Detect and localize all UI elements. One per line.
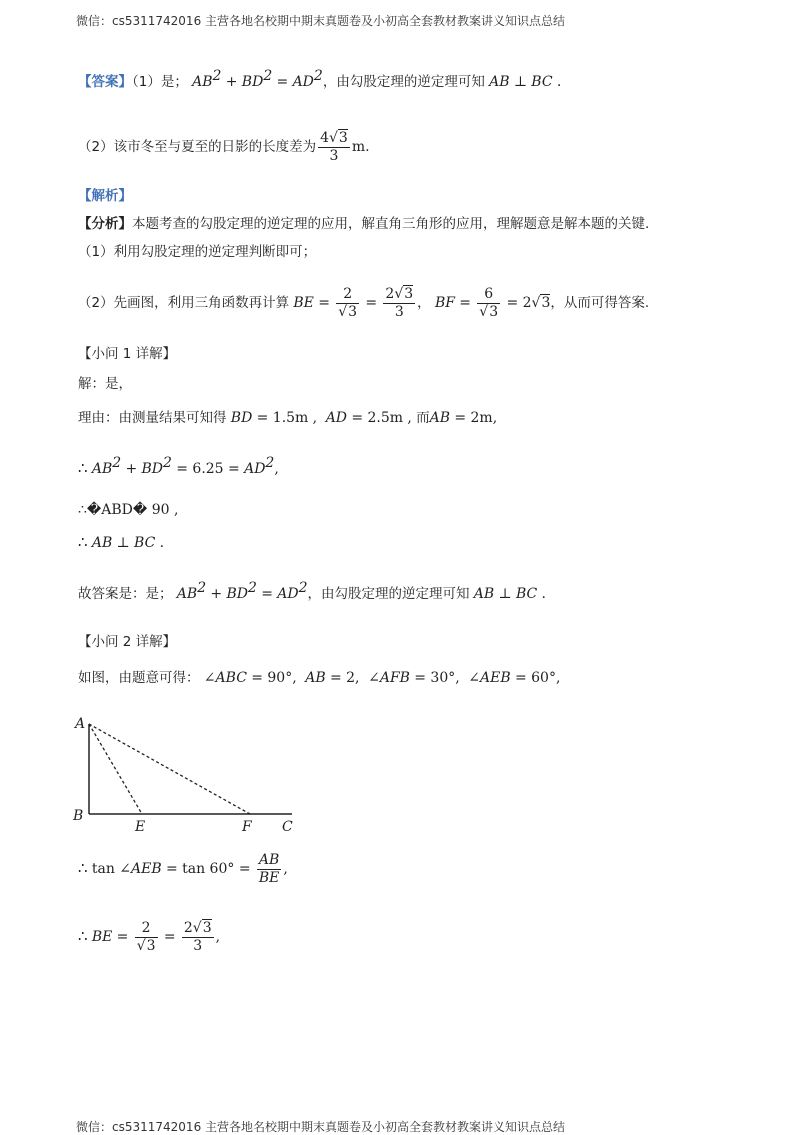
analysis-line: 【分析】本题考查的勾股定理的逆定理的应用，解直角三角形的应用，理解题意是解本题的关键. <box>78 216 650 232</box>
label-b: B <box>73 808 84 824</box>
analysis-step1: （1）利用勾股定理的逆定理判断即可； <box>78 244 317 260</box>
q1-reason: 理由：由测量结果可知得 BD = 1.5m , AD = 2.5m , 而AB = 2m, <box>78 410 498 426</box>
q2-title: 【小问 2 详解】 <box>78 634 177 650</box>
answer-unit: m <box>351 139 366 155</box>
page-header: 微信：cs5311742016 主营各地名校期中期末真题卷及小初高全套教材教案讲义知识点总结 <box>76 14 566 28</box>
answer-fraction: $\frac{4√3}{3}$ <box>320 130 348 164</box>
answer-part1-prefix: （1）是； <box>132 74 188 90</box>
q1-final: 故答案是：是； $AB^2 + BD^2 = AD^2$，由勾股定理的逆定理可知 AB ⊥ BC . <box>78 580 546 602</box>
q1-step2: ∴�ABD� 90 , <box>78 502 179 518</box>
label-f: F <box>242 819 252 835</box>
answer-part2-prefix: （2）该市冬至与夏至的日影的长度差为 <box>78 139 317 155</box>
answer-part1: 【答案】（1）是； $AB^2 + BD^2 = AD^2$，由勾股定理的逆定理可知 AB ⊥ BC . <box>78 68 562 90</box>
label-a: A <box>75 716 86 732</box>
jiexi-heading: 【解析】 <box>78 188 132 204</box>
q2-step2: ∴ BE = $\frac{2}{√3}$ = $\frac{2√3}{3}$ , <box>78 920 221 954</box>
q1-step1: ∴ $AB^2 + BD^2 = 6.25 = AD^2$, <box>78 455 279 477</box>
answer-part1-mid: ，由勾股定理的逆定理可知 <box>322 74 485 90</box>
q2-step1: ∴ tan ∠AEB = tan 60° = $\frac{AB}{BE}$ , <box>78 852 288 886</box>
q1-step3: ∴ AB ⊥ BC . <box>78 533 165 551</box>
answer-tag: 【答案】 <box>78 74 132 90</box>
triangle-figure <box>70 712 310 842</box>
label-c: C <box>282 819 293 835</box>
page-footer: 微信：cs5311742016 主营各地名校期中期末真题卷及小初高全套教材教案讲义知识点总结 <box>76 1120 566 1134</box>
answer-part2: （2）该市冬至与夏至的日影的长度差为 $\frac{4√3}{3}$ m. <box>78 130 370 164</box>
q1-title: 【小问 1 详解】 <box>78 346 177 362</box>
analysis-step2: （2）先画图，利用三角函数再计算 BE = $\frac{2}{√3}$ = $\frac{2√3}{3}$ ， BF = $\frac{6}{√3}$ = 2√3，从而可得答案. <box>78 286 650 320</box>
segment-ae <box>89 724 142 814</box>
label-e: E <box>135 819 146 835</box>
q2-intro: 如图，由题意可得： ∠ABC = 90°, AB = 2, ∠AFB = 30°, ∠AEB = 60°, <box>78 670 561 686</box>
segment-af <box>89 724 250 814</box>
q1-jie: 解：是， <box>78 376 132 392</box>
